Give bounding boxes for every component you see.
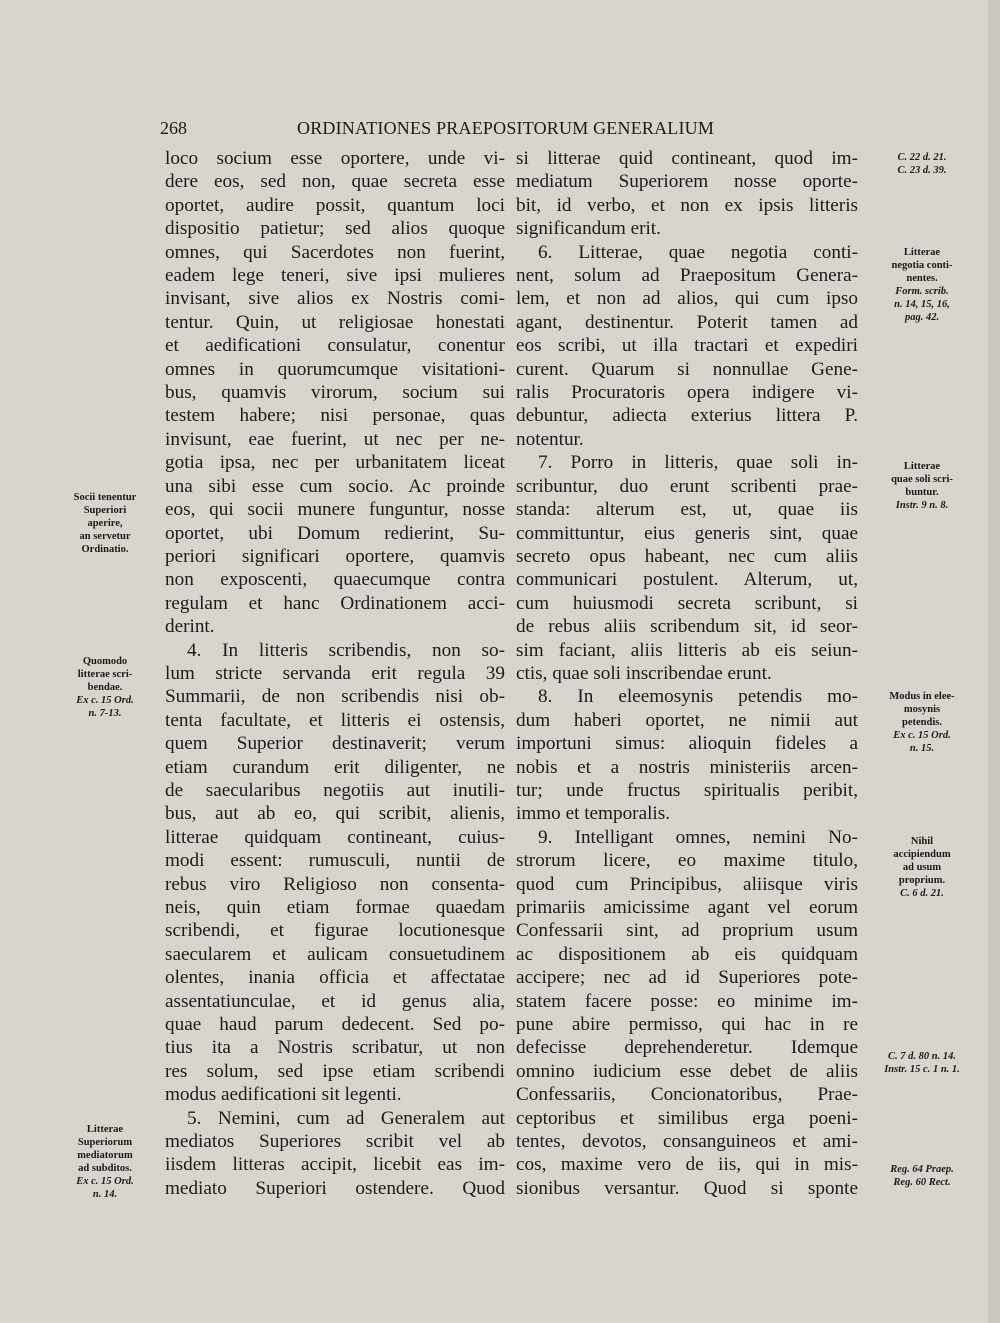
text-line: loco socium esse oportere, unde vi-: [165, 148, 505, 169]
margin-note-line: Instr. 15 c. 1 n. 1.: [884, 1064, 960, 1075]
margin-note-line: Quomodo: [82, 656, 128, 667]
margin-note-line: Modus in elee-: [889, 691, 955, 702]
margin-note-line: C. 23 d. 39.: [897, 165, 947, 176]
text-line: nent, solum ad Praepositum Genera-: [516, 265, 858, 287]
text-line: olentes, inania officia et affectatae: [165, 967, 505, 989]
text-line: de saecularibus negotiis aut inutili-: [165, 779, 505, 801]
text-line: periori significari oportere, quamvis: [165, 545, 505, 567]
text-line: 8. In eleemosynis petendis mo-: [538, 686, 858, 708]
margin-note-line: Superiorum: [77, 1137, 133, 1148]
text-line: iisdem litteras accipit, licebit eas im-: [165, 1154, 505, 1176]
text-line: gotia ipsa, nec per urbanitatem liceat: [165, 452, 505, 474]
text-line: defecisse deprehenderetur. Idemque: [516, 1037, 858, 1059]
margin-note-line: litterae scri-: [77, 669, 133, 680]
text-line: pune abire permisso, qui hac in re: [516, 1014, 858, 1036]
text-line: bit, id verbo, et non ex ipsis litteris: [516, 194, 858, 216]
text-line: 7. Porro in litteris, quae soli in-: [538, 452, 858, 474]
text-line: standa: alterum est, ut, quae iis: [516, 499, 858, 521]
text-line: neis, quin etiam formae quaedam: [165, 897, 505, 918]
left-text-column: [165, 147, 505, 1200]
margin-note-litterae-negotia: [867, 246, 977, 324]
text-line: dispositio patietur; sed alios quoque: [165, 218, 505, 240]
margin-note-line: ad usum: [902, 862, 942, 873]
text-line: lum stricte servanda erit regula 39: [165, 662, 505, 684]
margin-note-line: Reg. 60 Rect.: [893, 1177, 951, 1188]
margin-ref-instructions: [867, 1050, 977, 1076]
text-line: 4. In litteris scribendis, non so-: [187, 639, 505, 661]
text-line: immo et temporalis.: [516, 803, 671, 825]
page-edge: [988, 0, 1000, 1323]
text-line: communicari postulent. Alterum, ut,: [516, 569, 858, 591]
margin-note-line: an servetur: [79, 531, 131, 542]
text-line: 5. Nemini, cum ad Generalem aut: [187, 1107, 505, 1129]
text-line: lem, et non ad alios, qui cum ipso: [516, 288, 858, 310]
text-line: mediato Superiori ostendere. Quod: [165, 1177, 505, 1199]
text-line: Confessarii sint, ad proprium usum: [516, 920, 858, 942]
text-line: si litterae quid contineant, quod im-: [516, 148, 858, 169]
margin-note-line: Litterae: [903, 247, 941, 258]
margin-note-line: buntur.: [905, 487, 939, 498]
text-line: cum huiusmodi secreta scribunt, si: [516, 592, 858, 614]
text-line: derint.: [165, 616, 215, 638]
text-line: significandum erit.: [516, 218, 661, 240]
margin-note-line: accipiendum: [893, 849, 951, 860]
margin-note-line: Ex c. 15 Ord.: [893, 730, 951, 741]
margin-note-line: Ordinatio.: [81, 544, 129, 555]
margin-note-line: C. 22 d. 21.: [897, 152, 947, 163]
margin-note-line: proprium.: [898, 875, 946, 886]
margin-note-line: Litterae: [86, 1124, 124, 1135]
text-line: omnes in quorumcumque visitationi-: [165, 358, 505, 380]
margin-ref-regulae: [867, 1163, 977, 1189]
text-line: testem habere; nisi personae, quas: [165, 405, 505, 427]
text-line: sionibus versantur. Quod si sponte: [516, 1177, 858, 1199]
text-line: agant, destinentur. Poterit tamen ad: [516, 311, 858, 333]
text-line: eos scribi, ut illa tractari et expediri: [516, 335, 858, 357]
text-line: modi essent: rumusculi, nuntii de: [165, 850, 505, 872]
text-line: dum haberi oportet, ne nimii aut: [516, 709, 858, 731]
text-line: quem Superior destinaverit; verum: [165, 733, 505, 755]
text-line: importuni simus: alioquin fideles a: [516, 733, 858, 755]
text-line: strorum licere, eo maxime titulo,: [516, 850, 858, 872]
text-line: ceptoribus et similibus erga poeni-: [516, 1107, 858, 1129]
margin-ref-constitutions: [867, 151, 977, 177]
margin-note-line: mediatorum: [77, 1150, 133, 1161]
margin-note-quomodo-litterae: [50, 655, 160, 720]
margin-note-modus-eleemosynis: [867, 690, 977, 755]
text-line: oportet, ubi Domum redierint, Su-: [165, 522, 505, 544]
text-line: notentur.: [516, 428, 584, 450]
text-line: litterae quidquam contineant, cuius-: [165, 826, 505, 848]
margin-note-line: Instr. 9 n. 8.: [895, 500, 949, 511]
text-line: etiam curandum erit diligenter, ne: [165, 756, 505, 778]
margin-note-litterae-soli: [867, 460, 977, 512]
text-line: 6. Litterae, quae negotia conti-: [538, 241, 858, 263]
margin-note-nihil-accipiendum: [867, 835, 977, 900]
text-line: cos, maxime vero de iis, qui in mis-: [516, 1154, 858, 1176]
margin-note-line: n. 14, 15, 16,: [894, 299, 950, 310]
margin-note-line: C. 7 d. 80 n. 14.: [888, 1051, 956, 1062]
margin-note-line: Reg. 64 Praep.: [890, 1164, 954, 1175]
margin-note-litterae-superiorum: [50, 1123, 160, 1201]
text-line: non exposcenti, quaecumque contra: [165, 569, 505, 591]
text-line: omnino iudicium esse debet de aliis: [516, 1060, 858, 1082]
margin-note-line: Superiori: [83, 505, 127, 516]
page-number: 268: [160, 118, 187, 138]
text-line: statem facere posse: eo minime im-: [516, 990, 858, 1012]
text-line: eos, qui socii munere funguntur, nosse: [165, 499, 505, 521]
text-line: regulam et hanc Ordinationem acci-: [165, 592, 505, 614]
text-line: invisunt, eae fuerint, ut nec per ne-: [165, 428, 505, 450]
text-line: eadem lege teneri, sive ipsi mulieres: [165, 265, 505, 287]
margin-note-socii: [50, 491, 160, 556]
text-line: modus aedificationi sit legenti.: [165, 1084, 402, 1106]
margin-note-line: pag. 42.: [904, 312, 940, 323]
text-line: committuntur, eius generis sint, quae: [516, 522, 858, 544]
text-line: quod cum Principibus, aliisque viris: [516, 873, 858, 895]
text-line: ac dispositionem ab eis quidquam: [516, 943, 858, 965]
margin-note-line: bendae.: [87, 682, 123, 693]
text-line: et aedificationi consulatur, conentur: [165, 335, 505, 357]
margin-note-line: Litterae: [903, 461, 941, 472]
text-line: tenta facultate, et litteris ei ostensis,: [165, 709, 505, 731]
text-line: mediatum Superiorem nosse oporte-: [516, 171, 858, 193]
text-line: mediatos Superiores scribit vel ab: [165, 1131, 505, 1153]
text-line: debuntur, adiecta exterius littera P.: [516, 405, 858, 427]
right-text-column: [516, 147, 858, 1200]
text-line: una sibi esse cum socio. Ac proinde: [165, 475, 505, 497]
text-line: Confessariis, Concionatoribus, Prae-: [516, 1084, 858, 1106]
margin-note-line: petendis.: [902, 717, 942, 728]
text-line: de rebus aliis scribendum sit, id seor-: [516, 616, 858, 638]
text-line: nobis et a nostris ministeriis arcen-: [516, 756, 858, 778]
margin-note-line: n. 15.: [909, 743, 935, 754]
text-line: Summarii, de non scribendis nisi ob-: [165, 686, 505, 708]
margin-note-line: nentes.: [906, 273, 938, 284]
margin-note-line: C. 6 d. 21.: [900, 888, 944, 899]
text-line: omnes, qui Sacerdotes non fuerint,: [165, 241, 505, 263]
margin-note-line: n. 7-13.: [88, 708, 122, 719]
text-line: saecularem et aulicam consuetudinem: [165, 943, 505, 965]
text-line: sim faciant, aliis litteris ab eis seiun-: [516, 639, 858, 661]
text-line: tentes, devotos, consanguineos et ami-: [516, 1131, 858, 1153]
text-line: ctis, quae soli inscribendae erunt.: [516, 662, 772, 684]
margin-note-line: Nihil: [910, 836, 934, 847]
text-line: curent. Quarum si nonnullae Gene-: [516, 358, 858, 380]
text-line: accipere; nec ad id Superiores pote-: [516, 967, 858, 989]
text-line: res solum, sed ipse etiam scribendi: [165, 1060, 505, 1082]
text-line: tius ita a Nostris scribatur, ut non: [165, 1037, 505, 1059]
text-line: oportet, audire possit, quantum loci: [165, 194, 505, 216]
margin-note-line: negotia conti-: [891, 260, 953, 271]
margin-note-line: mosynis: [903, 704, 941, 715]
text-line: scribuntur, duo erunt scribenti prae-: [516, 475, 858, 497]
margin-note-line: aperire,: [87, 518, 123, 529]
running-title: ORDINATIONES PRAEPOSITORUM GENERALIUM: [297, 118, 715, 138]
text-line: assentatiunculae, et id genus alia,: [165, 990, 505, 1012]
margin-note-line: ad subditos.: [78, 1163, 132, 1174]
margin-note-line: n. 14.: [92, 1189, 118, 1200]
text-line: bus, aut ab eo, qui scribit, alienis,: [165, 803, 505, 825]
text-line: bus, quamvis virorum, socium sui: [165, 382, 505, 404]
text-line: primariis amicissime agant vel eorum: [516, 897, 858, 918]
margin-note-line: Ex c. 15 Ord.: [76, 695, 134, 706]
text-line: invisant, sive alios ex Nostris comi-: [165, 288, 505, 310]
text-line: secreto opus habeant, nec cum aliis: [516, 545, 858, 567]
page-header: [160, 118, 725, 144]
text-line: rebus viro Religioso non consenta-: [165, 873, 505, 895]
text-line: quae haud parum dedecent. Sed po-: [165, 1014, 505, 1036]
margin-note-line: quae soli scri-: [891, 474, 953, 485]
text-line: dere eos, sed non, quae secreta esse: [165, 171, 505, 193]
text-line: scribendi, et figurae locutionesque: [165, 920, 505, 942]
text-line: 9. Intelligant omnes, nemini No-: [538, 826, 858, 848]
margin-note-line: Ex c. 15 Ord.: [76, 1176, 134, 1187]
text-line: tentur. Quin, ut religiosae honestati: [165, 311, 505, 333]
text-line: ralis Procuratoris opera indigere vi-: [516, 382, 858, 404]
text-line: tur; unde fructus spiritualis peribit,: [516, 779, 858, 801]
margin-note-line: Socii tenentur: [73, 492, 137, 503]
margin-note-line: Form. scrib.: [895, 286, 949, 297]
